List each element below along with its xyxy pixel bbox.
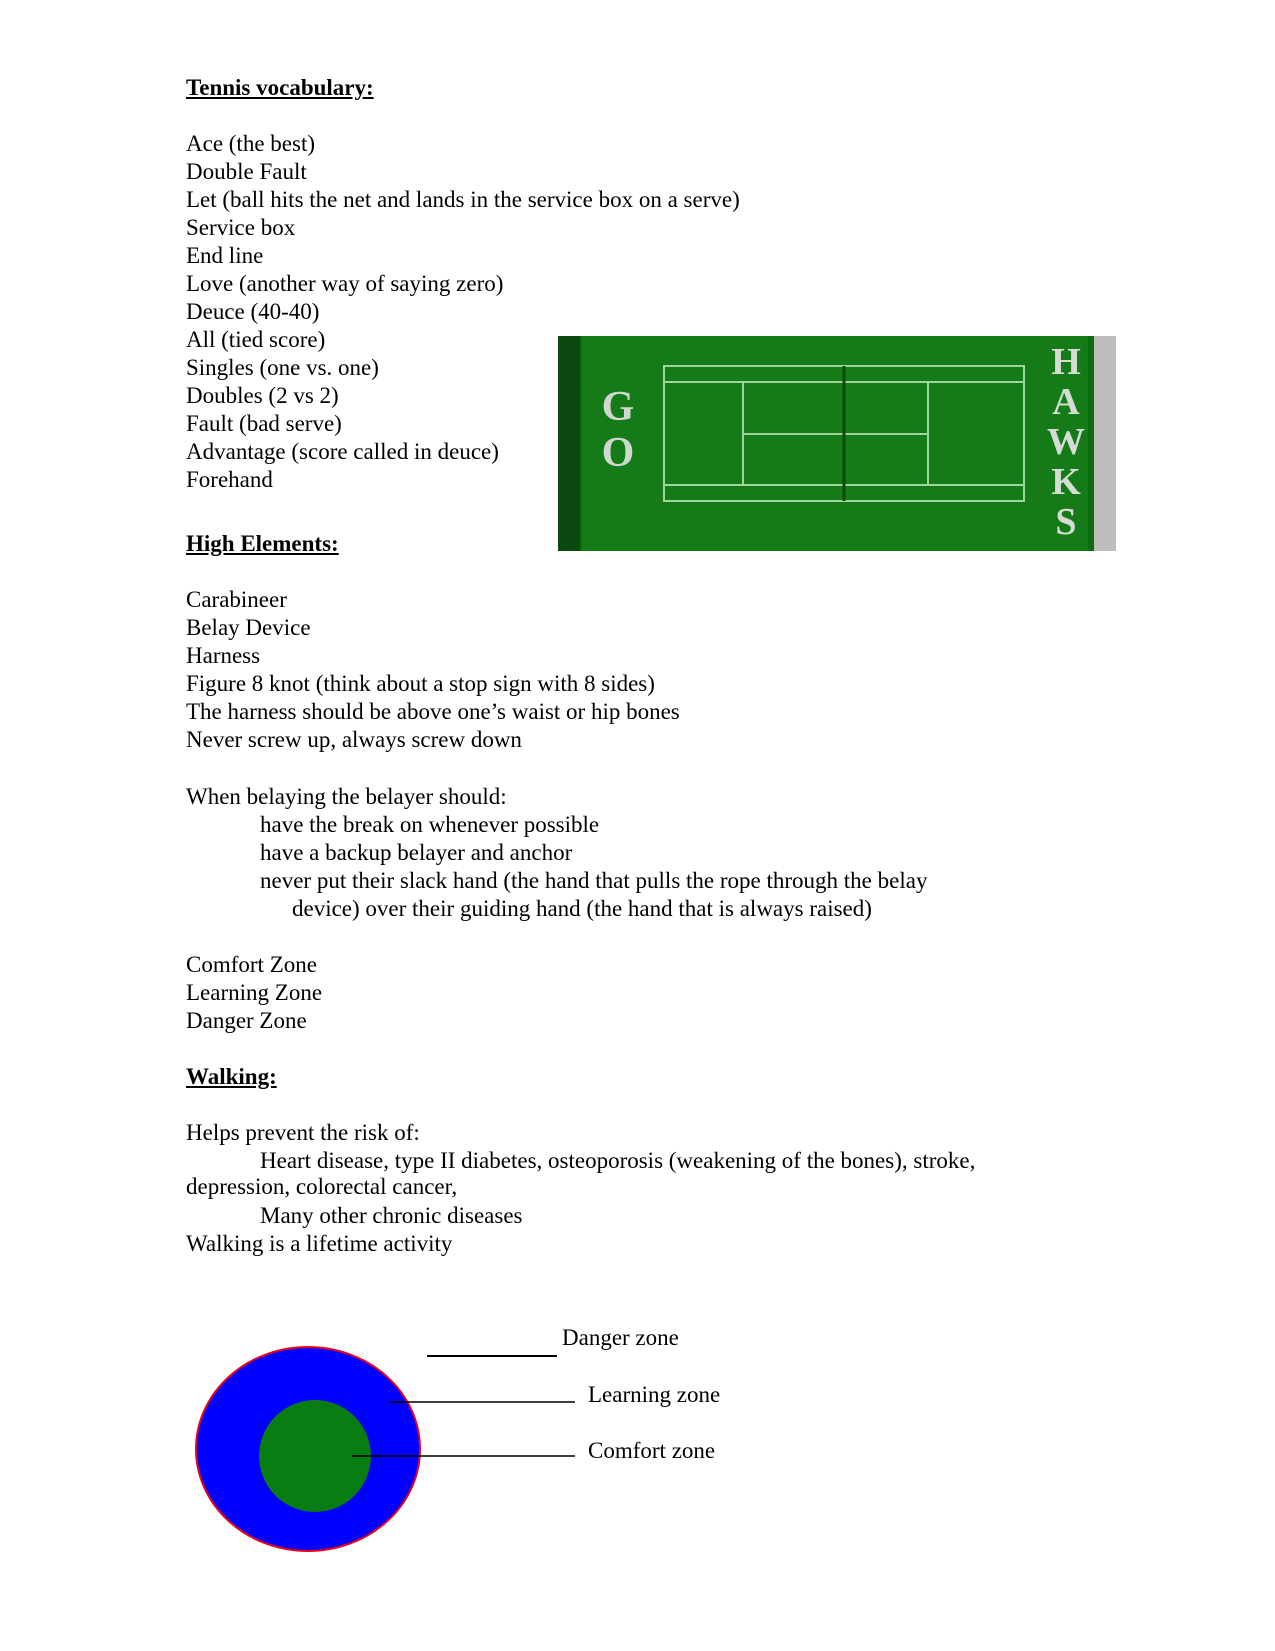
tennis-item: Forehand	[186, 467, 273, 492]
tennis-item: Deuce (40-40)	[186, 299, 320, 324]
tennis-item: Double Fault	[186, 159, 307, 184]
tennis-item: Singles (one vs. one)	[186, 355, 379, 380]
belay-point-continued: device) over their guiding hand (the hand that is always raised)	[292, 896, 872, 921]
high-item: Figure 8 knot (think about a stop sign with 8 sides)	[186, 671, 655, 696]
tennis-court-image	[558, 336, 1116, 551]
hawks-letter: W	[1047, 421, 1085, 463]
zone-item: Comfort Zone	[186, 952, 317, 977]
walking-heading: Walking:	[186, 1064, 277, 1089]
high-item: Belay Device	[186, 615, 311, 640]
tennis-heading: Tennis vocabulary:	[186, 75, 374, 100]
walking-intro: Helps prevent the risk of:	[186, 1120, 420, 1145]
learning-zone-label: Learning zone	[588, 1382, 721, 1407]
belay-intro: When belaying the belayer should:	[186, 784, 507, 809]
tennis-item: All (tied score)	[186, 327, 326, 352]
tennis-item: Service box	[186, 215, 296, 240]
zone-item: Danger Zone	[186, 1008, 307, 1033]
tennis-item: Ace (the best)	[186, 131, 315, 156]
tennis-item: Fault (bad serve)	[186, 411, 342, 436]
high-item: The harness should be above one’s waist or hip bones	[186, 699, 680, 724]
high-item: Carabineer	[186, 587, 287, 612]
high-item: Never screw up, always screw down	[186, 727, 522, 752]
tennis-item: Let (ball hits the net and lands in the service box on a serve)	[186, 187, 740, 212]
belay-point: have the break on whenever possible	[260, 812, 600, 837]
walking-line: depression, colorectal cancer,	[186, 1174, 458, 1199]
hawks-letter: A	[1052, 381, 1080, 423]
comfort-zone-label: Comfort zone	[588, 1438, 716, 1463]
belay-point: have a backup belayer and anchor	[260, 840, 573, 865]
court-go-letter-o: O	[601, 430, 635, 476]
hawks-letter: S	[1055, 501, 1077, 543]
tennis-item: End line	[186, 243, 264, 268]
zone-item: Learning Zone	[186, 980, 323, 1005]
walking-line: Walking is a lifetime activity	[186, 1231, 453, 1256]
high-elements-heading: High Elements:	[186, 531, 339, 556]
court-go-letter-g: G	[601, 384, 635, 430]
walking-line: Many other chronic diseases	[260, 1203, 523, 1228]
walking-line: Heart disease, type II diabetes, osteoporosis (weakening of the bones), stroke,	[260, 1148, 976, 1173]
court-surface	[582, 336, 1088, 551]
hawks-letter: H	[1051, 341, 1081, 383]
tennis-item: Advantage (score called in deuce)	[186, 439, 499, 464]
tennis-item: Doubles (2 vs 2)	[186, 383, 339, 408]
court-right-edge	[1094, 336, 1116, 551]
tennis-item: Love (another way of saying zero)	[186, 271, 504, 296]
danger-zone-label: Danger zone	[562, 1325, 679, 1350]
hawks-letter: K	[1051, 461, 1081, 503]
high-item: Harness	[186, 643, 261, 668]
belay-point: never put their slack hand (the hand that pulls the rope through the belay	[260, 868, 928, 893]
court-left-edge	[558, 336, 580, 551]
